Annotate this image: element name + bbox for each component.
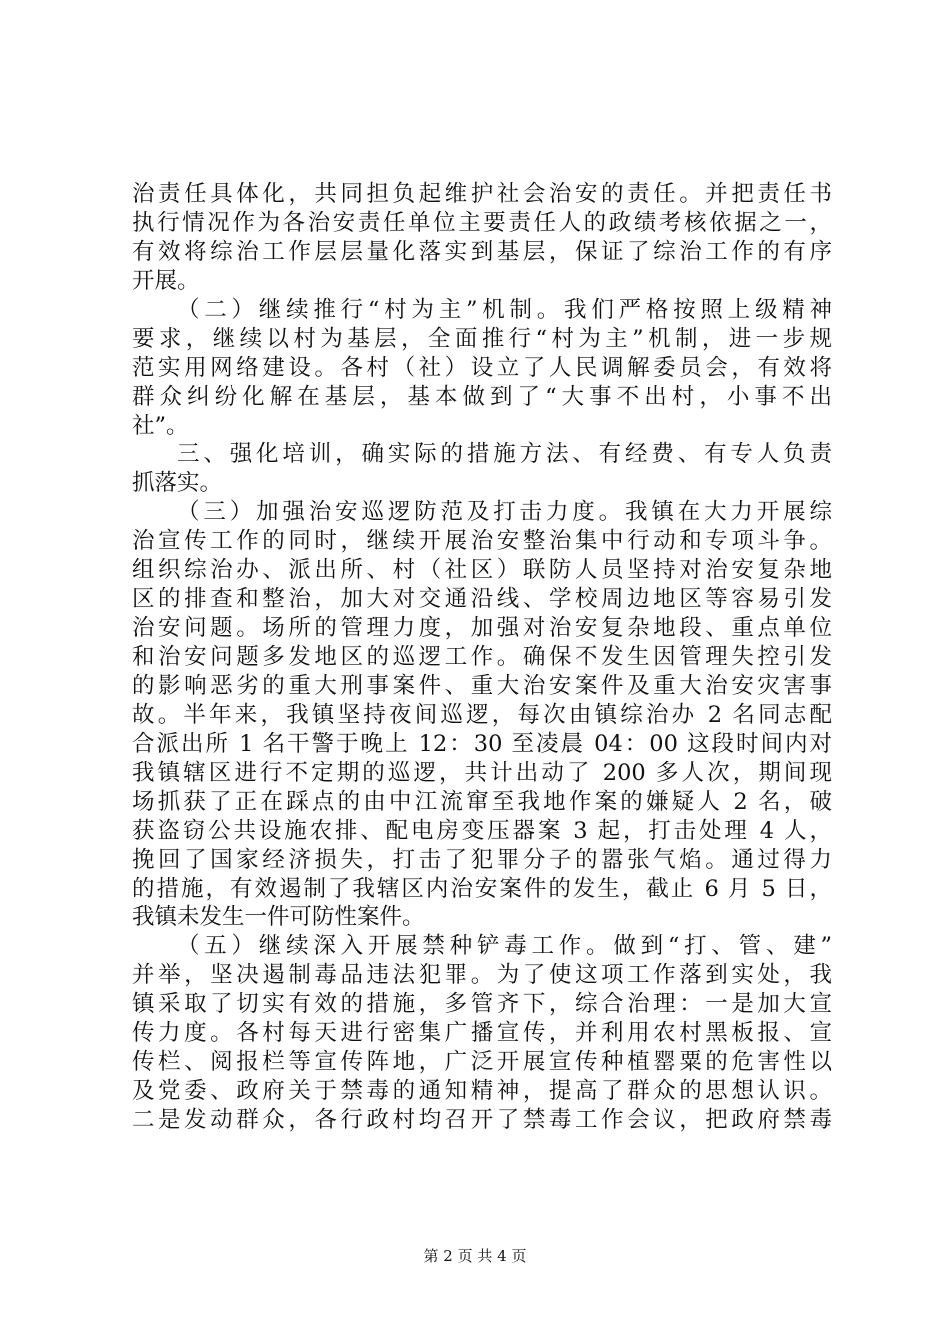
text-line: 挽回了国家经济损失，打击了犯罪分子的嚣张气焰。通过得力: [132, 846, 832, 873]
text-line: 抓落实。: [132, 470, 223, 497]
text-line: 我镇辖区进行不定期的巡逻，共计出动了 200 多人次，期间现: [132, 759, 832, 786]
page-footer: 第 2 页 共 4 页: [423, 1247, 527, 1265]
text-line: 的措施，有效遏制了我辖区内治安案件的发生，截止 6 月 5 日，: [132, 875, 832, 902]
text-line: 三、强化培训，确实际的措施方法、有经费、有专人负责: [177, 441, 832, 468]
text-line: （五）继续深入开展禁种铲毒工作。做到“打、管、建”: [177, 933, 832, 960]
text-line: 社”。: [132, 412, 189, 439]
text-line: 场抓获了正在踩点的由中江流窜至我地作案的嫌疑人 2 名，破: [132, 788, 832, 815]
text-line: 并举，坚决遏制毒品违法犯罪。为了使这项工作落到实处，我: [132, 962, 832, 989]
text-line: 范实用网络建设。各村（社）设立了人民调解委员会，有效将: [132, 354, 832, 381]
text-line: 群众纠纷化解在基层，基本做到了“大事不出村，小事不出: [132, 383, 832, 410]
text-line: 要求，继续以村为基层，全面推行“村为主”机制，进一步规: [132, 325, 832, 352]
text-line: 开展。: [132, 267, 200, 294]
text-line: 治宣传工作的同时，继续开展治安整治集中行动和专项斗争。: [132, 528, 832, 555]
text-line: 合派出所 1 名干警于晚上 12：30 至凌晨 04：00 这段时间内对: [132, 730, 832, 757]
text-line: 和治安问题多发地区的巡逻工作。确保不发生因管理失控引发: [132, 644, 832, 670]
text-line: 二是发动群众，各行政村均召开了禁毒工作会议，把政府禁毒: [132, 1107, 832, 1133]
text-line: 治责任具体化，共同担负起维护社会治安的责任。并把责任书: [132, 181, 832, 207]
text-line: 治安问题。场所的管理力度，加强对治安复杂地段、重点单位: [132, 615, 832, 642]
text-line: 镇采取了切实有效的措施，多管齐下，综合治理：一是加大宣: [132, 991, 832, 1018]
text-line: 及党委、政府关于禁毒的通知精神，提高了群众的思想认识。: [132, 1078, 832, 1105]
text-line: （二）继续推行“村为主”机制。我们严格按照上级精神: [177, 296, 832, 323]
text-line: 我镇未发生一件可防性案件。: [132, 904, 425, 931]
text-line: （三）加强治安巡逻防范及打击力度。我镇在大力开展综: [177, 499, 832, 526]
text-line: 执行情况作为各治安责任单位主要责任人的政绩考核依据之一，: [132, 209, 832, 236]
document-body: [132, 180, 832, 1135]
text-line: 传力度。各村每天进行密集广播宣传，并利用农村黑板报、宣: [132, 1020, 832, 1047]
text-line: 的影响恶劣的重大刑事案件、重大治安案件及重大治安灾害事: [132, 672, 832, 699]
text-line: 故。半年来，我镇坚持夜间巡逻，每次由镇综治办 2 名同志配: [132, 701, 832, 728]
text-line: 区的排查和整治，加大对交通沿线、学校周边地区等容易引发: [132, 586, 832, 613]
text-line: 组织综治办、派出所、村（社区）联防人员坚持对治安复杂地: [132, 557, 832, 584]
text-line: 获盗窃公共设施农排、配电房变压器案 3 起，打击处理 4 人，: [132, 817, 832, 844]
text-line: 有效将综治工作层层量化落实到基层，保证了综治工作的有序: [132, 238, 832, 265]
text-line: 传栏、阅报栏等宣传阵地，广泛开展宣传种植罂粟的危害性以: [132, 1049, 832, 1076]
